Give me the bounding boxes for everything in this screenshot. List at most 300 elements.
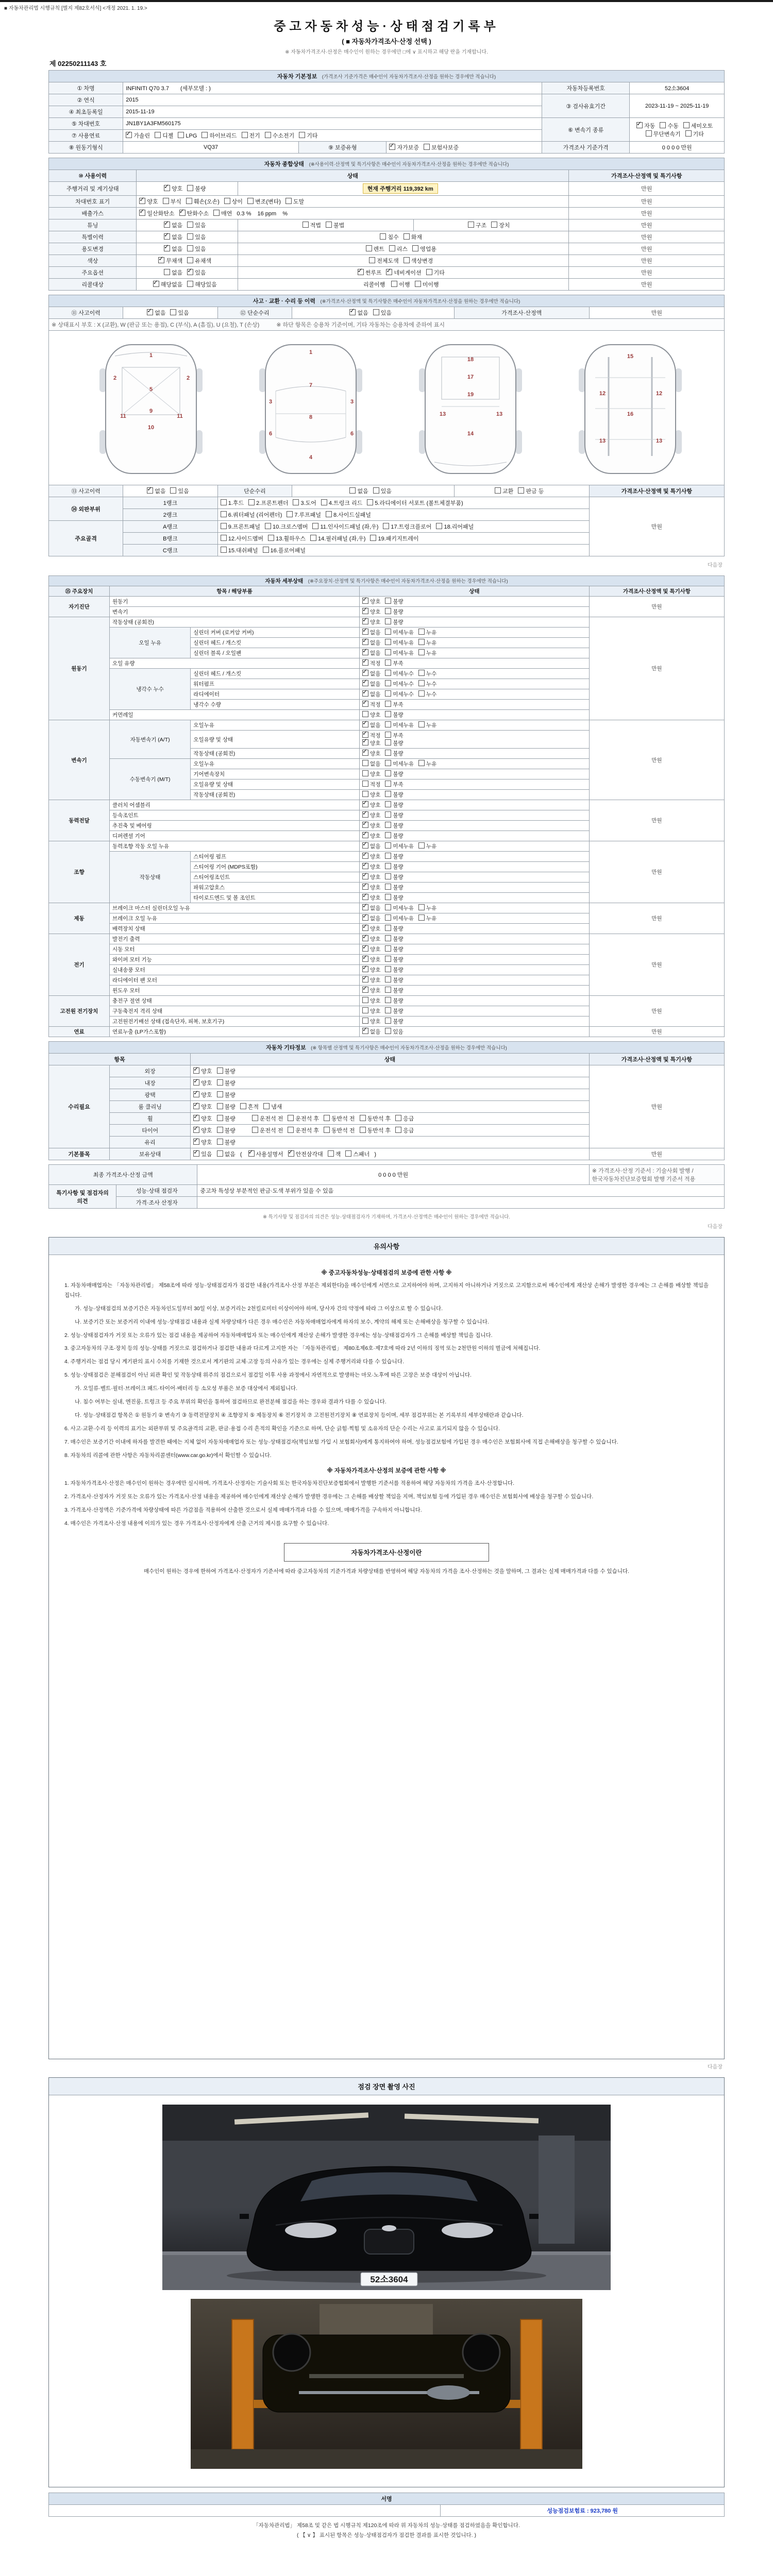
cell-text: 룸 클리닝 [138, 1104, 162, 1110]
cell-text: 오일유량 및 상태 [193, 736, 233, 743]
unchecked-checkbox-icon [288, 1115, 294, 1121]
checkbox-label: 부족 [393, 660, 404, 667]
unchecked-checkbox-icon [404, 257, 410, 263]
group-label [49, 800, 110, 841]
unchecked-checkbox-icon [418, 904, 425, 910]
checkbox-label: 17.트렁크플로어 [391, 524, 432, 530]
checkbox-label: 누수 [426, 681, 437, 687]
final-table [48, 1164, 725, 1209]
unchecked-checkbox-icon [217, 1150, 223, 1157]
checkbox-label: 있음 [195, 234, 206, 241]
svg-text:13: 13 [439, 411, 446, 417]
checked-checkbox-icon [349, 309, 356, 315]
checkbox-label: 불량 [393, 812, 404, 819]
value-cell [360, 872, 590, 883]
unchecked-checkbox-icon [187, 233, 193, 240]
checkbox-label: 2.프론트펜더 [256, 500, 289, 506]
value-cell [360, 831, 590, 841]
unchecked-checkbox-icon [683, 122, 690, 128]
checkbox-option [404, 257, 433, 265]
cell-text: 와이퍼 모터 기능 [112, 957, 152, 963]
cell-text: 타이로드엔드 및 볼 조인트 [193, 895, 256, 901]
value-cell [238, 219, 414, 231]
checkbox-option [147, 487, 165, 495]
value-cell [191, 1125, 590, 1137]
item-label [109, 1027, 359, 1037]
field-label [217, 485, 292, 497]
cell-text: 원동기 [71, 666, 87, 672]
value-cell [360, 769, 590, 779]
checkbox-label: 적정 [370, 702, 381, 708]
checkbox-label: 없음 [370, 630, 381, 636]
checkbox-label: 누수 [426, 671, 437, 677]
cell-text: 자기진단 [69, 604, 90, 610]
notice-item: 8. 자동차의 리콜에 관한 사항은 자동차리콜센터(www.car.go.kr)에서 확인할 수 있습니다. [64, 1452, 272, 1459]
checkbox-option [683, 122, 713, 130]
checkbox-option [147, 309, 165, 317]
checkbox-label: 화재 [411, 234, 423, 241]
checkbox-label: 불량 [393, 988, 404, 994]
checkbox-option [221, 546, 258, 554]
svg-text:4: 4 [309, 454, 313, 461]
checkbox-option [362, 966, 380, 974]
field-label [49, 130, 123, 142]
svg-text:9: 9 [149, 408, 153, 414]
checkbox-label: 양호 [370, 1008, 381, 1014]
field-label [109, 1089, 190, 1101]
checkbox-label: 디젤 [162, 133, 174, 139]
unchecked-checkbox-icon [395, 1127, 401, 1133]
checkbox-option [187, 268, 206, 277]
cell-text: 스티어링 기어 (MDPS포함) [193, 864, 258, 870]
unchecked-checkbox-icon [385, 629, 391, 635]
group-label [49, 617, 110, 720]
field-label [109, 1065, 190, 1077]
checkbox-option [366, 245, 384, 253]
checked-checkbox-icon [193, 1103, 199, 1109]
unchecked-checkbox-icon [217, 1103, 223, 1109]
group-label [49, 597, 110, 617]
checkbox-label: 영업용 [420, 246, 436, 252]
cell-text: 0 0 0 0 만원 [662, 145, 692, 151]
unchecked-checkbox-icon [362, 791, 368, 797]
checkbox-option [415, 280, 439, 289]
svg-text:6: 6 [350, 431, 354, 437]
note-text [589, 1165, 724, 1185]
value-cell [360, 996, 590, 1006]
checkbox-label: 유채색 [195, 258, 212, 264]
checkbox-option [418, 629, 436, 636]
value-cell [360, 607, 590, 617]
field-label [123, 509, 218, 521]
cell-text: 가격조사·산정액 및 특기사항 [621, 488, 693, 495]
checked-checkbox-icon [362, 822, 368, 828]
unchecked-checkbox-icon [217, 1067, 223, 1074]
cell-text: 연료누출 (LP가스포함) [112, 1029, 166, 1035]
checkbox-option [362, 925, 380, 933]
checkbox-option [193, 1150, 212, 1158]
cell-text: 만원 [651, 666, 662, 672]
value-cell [360, 710, 590, 720]
checkbox-option [362, 690, 380, 698]
checkbox-option [418, 670, 436, 677]
cell-text: 광택 [144, 1092, 156, 1098]
checkbox-label: 없음 [370, 916, 381, 922]
cell-text: 오일유량 및 상태 [193, 782, 233, 788]
checkbox-option [164, 245, 182, 253]
footer-line: ( 【 ∨ 】 표시된 항목은 성능·상태점검자가 점검한 결과를 표시한 것입니다. ) [296, 2532, 477, 2538]
checkbox-label: 미세누유 [393, 843, 414, 850]
checked-checkbox-icon [389, 144, 395, 150]
unchecked-checkbox-icon [287, 511, 293, 517]
item-label [191, 689, 360, 700]
checkbox-label: 양호 [201, 1128, 212, 1134]
field-label [123, 533, 218, 545]
checkbox-option [265, 522, 308, 531]
checkbox-label: 양호 [370, 936, 381, 942]
cell-text: 기어변속장치 [193, 771, 225, 777]
checkbox-label: 있음 [178, 310, 189, 316]
checkbox-label: 불량 [393, 771, 404, 777]
value-cell [360, 975, 590, 986]
checkbox-option [385, 904, 414, 912]
checkbox-label: 불량 [393, 740, 404, 747]
inline-text: ( [240, 1151, 242, 1158]
footer-line: 「자동차관리법」 제58조 및 같은 법 시행규칙 제120조에 따라 위 자동차의 성능·상태를 점검하였음을 확인합니다. [253, 2522, 520, 2529]
checkbox-label: 미세누수 [393, 671, 414, 677]
unchecked-checkbox-icon [385, 997, 391, 1003]
field-label [49, 485, 123, 497]
cell-text: 클러치 어셈블리 [112, 802, 150, 808]
checked-checkbox-icon [193, 1067, 199, 1074]
value-cell [360, 810, 590, 821]
group-label [49, 497, 123, 521]
cell-text: 1랭크 [163, 500, 178, 506]
checkbox-label: 있음 [380, 310, 392, 316]
cell-text: 배력장치 상태 [112, 926, 145, 932]
cell-text: 2015-11-19 [126, 109, 155, 115]
value-cell [360, 934, 590, 944]
value-cell [360, 790, 590, 800]
checkbox-label: 냄새 [271, 1104, 282, 1110]
unchecked-checkbox-icon [221, 535, 227, 541]
checkbox-label: 안전삼각대 [295, 1151, 323, 1158]
notice-item: 가. 성능·상태점검의 보증기간은 자동차인도일부터 30일 이상, 보증거리는 2천킬로미터 이상이어야 하며, 당사자 간의 약정에 따라 그 이상으로 할 수 있습니다. [75, 1305, 443, 1312]
checkbox-option [385, 760, 414, 768]
cell-text: 오일누유 [193, 761, 214, 767]
value-cell [123, 130, 542, 142]
field-label [109, 669, 190, 710]
checked-checkbox-icon [362, 853, 368, 859]
notice-item: 5. 성능·상태점검은 분해점검이 아닌 외관 확인 및 작동상태 위주의 점검으로서 점검일 이후 사용 과정에서 자연적으로 발생하는 마모·노후에 따른 고장은 보증 대상이 아닙니다. [64, 1372, 472, 1379]
checkbox-option [491, 221, 510, 229]
value-cell [360, 1006, 590, 1016]
cell-text: 기본품목 [68, 1151, 90, 1158]
checkbox-option [418, 649, 436, 657]
checkbox-option [370, 534, 418, 543]
checkbox-option [362, 976, 380, 984]
checkbox-option [326, 511, 371, 519]
checked-checkbox-icon [362, 629, 368, 635]
price-cell [589, 841, 724, 903]
cell-text: 만원 [641, 199, 652, 205]
unchecked-checkbox-icon [324, 1115, 330, 1121]
cell-text: 오일 유량 [112, 660, 135, 667]
cell-text: ⑭ 외판부위 [71, 506, 100, 513]
next-page-marker: 다음장 [708, 1224, 722, 1230]
item-label [109, 965, 359, 975]
cell-text: 만원 [651, 1104, 663, 1110]
item-label [109, 924, 359, 934]
checkbox-option [139, 209, 174, 217]
cell-text: 냉각수 수량 [193, 702, 221, 708]
unchecked-checkbox-icon [385, 618, 391, 624]
checkbox-label: 4.트렁크 리드 [328, 500, 363, 506]
checkbox-option [252, 1114, 283, 1123]
checkbox-option [636, 122, 655, 130]
unchecked-checkbox-icon [418, 639, 425, 645]
unchecked-checkbox-icon [385, 680, 391, 686]
group-label [49, 720, 110, 800]
unchecked-checkbox-icon [373, 487, 379, 494]
checkbox-option [418, 904, 436, 912]
footer-notes [48, 2521, 725, 2540]
checkbox-option [385, 649, 414, 657]
svg-text:11: 11 [120, 413, 126, 419]
value-cell [360, 800, 590, 810]
unchecked-checkbox-icon [252, 1115, 258, 1121]
checkbox-option [362, 670, 380, 677]
checked-checkbox-icon [362, 680, 368, 686]
checkbox-option [660, 122, 678, 130]
value-cell [360, 759, 590, 769]
cell-text: 주행거리 및 계기상태 [66, 186, 119, 192]
cell-text: 만원 [641, 234, 652, 241]
section-title: 서명 [49, 2493, 725, 2505]
item-label [109, 903, 359, 913]
checkbox-option [252, 1126, 283, 1134]
checked-checkbox-icon [193, 1091, 199, 1097]
checked-checkbox-icon [362, 945, 368, 952]
checkbox-option [224, 197, 243, 206]
checkbox-label: 6.쿼터패널 (리어펜더) [228, 512, 282, 518]
cell-text: 52소3604 [665, 86, 690, 92]
cell-text: 고전원전기배선 상태 (접속단자, 피복, 보호기구) [112, 1019, 225, 1025]
checkbox-label: 10.크로스멤버 [273, 524, 308, 530]
checkbox-label: 있음 [178, 488, 189, 495]
checked-checkbox-icon [362, 863, 368, 869]
checkbox-label: 매연 [221, 211, 232, 217]
checkbox-label: 보험사보증 [431, 145, 459, 151]
value-cell [360, 852, 590, 862]
cell-text: ⑫ 단순수리 [240, 310, 270, 316]
checkbox-option [362, 1028, 380, 1036]
unchecked-checkbox-icon [369, 257, 375, 263]
checkbox-label: 11.인사이드패널 (좌,우) [320, 524, 379, 530]
unchecked-checkbox-icon [217, 1115, 223, 1121]
notice-item: 나. 보증기간 또는 보증거리 이내에 성능·상태점검 내용과 실제 차량상태가 다른 경우 매수인은 자동차매매업자에게 하자의 보수, 계약의 해제 또는 손해배상을 청구할 수 있습니다. [75, 1318, 489, 1325]
checkbox-option [247, 197, 281, 206]
svg-text:13: 13 [496, 411, 503, 417]
field-label [49, 231, 137, 243]
value-cell [360, 903, 590, 913]
checkbox-option [349, 309, 368, 317]
unchecked-checkbox-icon [385, 966, 391, 972]
checkbox-option [426, 268, 445, 277]
checkbox-option [187, 280, 217, 289]
unchecked-checkbox-icon [385, 1018, 391, 1024]
checkbox-label: 불량 [393, 957, 404, 963]
value-cell [123, 307, 218, 319]
checkbox-label: 양호 [370, 771, 381, 777]
checkbox-label: 불량 [393, 854, 404, 860]
checkbox-option [349, 487, 368, 495]
value-cell [360, 628, 590, 638]
unchecked-checkbox-icon [263, 1103, 270, 1109]
notice-item: 3. 가격조사·산정액은 기준가격에 차량상태에 따른 가감점을 적용하여 산출한 것으로서 실제 매매가격과 다를 수 있으며, 매매가격을 구속하지 아니합니다. [64, 1507, 422, 1514]
item-label [191, 628, 360, 638]
checkbox-label: 15.대쉬패널 [228, 548, 258, 554]
cell-text: 휠 [147, 1116, 153, 1122]
checkbox-option [362, 853, 380, 860]
checkbox-label: 1.후드 [228, 500, 244, 506]
checkbox-label: 누유 [426, 640, 437, 646]
checkbox-label: 양호 [370, 874, 381, 880]
checkbox-option [395, 1126, 414, 1134]
unchecked-checkbox-icon [345, 1150, 351, 1157]
checkbox-label: 없음 [171, 270, 183, 276]
cell-text: 실내송풍 모터 [112, 967, 145, 973]
cell-text: 동력전달 [69, 818, 90, 824]
checkbox-option [288, 1126, 319, 1134]
checkbox-label: 불량 [393, 926, 404, 932]
column-header [589, 485, 724, 497]
checkbox-label: 누유 [426, 905, 437, 911]
cell-text: 시동 모터 [112, 946, 135, 953]
cell-text: 라디에이터 [193, 691, 220, 698]
checked-checkbox-icon [248, 1150, 255, 1157]
cell-text: 실린더 헤드 / 개스킷 [193, 671, 242, 677]
svg-text:3: 3 [268, 399, 273, 405]
value-cell [360, 658, 590, 669]
cell-text: 윈도우 모터 [112, 988, 140, 994]
checkbox-label: 양호 [201, 1092, 212, 1098]
checkbox-label: 불량 [224, 1092, 236, 1098]
inspection-photo-underbody [58, 2299, 715, 2470]
cell-text: 2랭크 [163, 512, 178, 518]
checkbox-label: 적정 [370, 660, 381, 667]
field-label [116, 1185, 197, 1197]
unchecked-checkbox-icon [424, 144, 430, 150]
price-cell [569, 196, 725, 208]
checkbox-label: 동반석 후 [367, 1116, 391, 1122]
cell-text: 주요옵션 [81, 270, 104, 276]
cell-text: 원동기 [112, 599, 128, 605]
item-label [191, 700, 360, 710]
value-cell [360, 1016, 590, 1027]
cell-text: 실린더 커버 (로커암 커버) [193, 630, 254, 636]
checkbox-label: 상이 [231, 199, 243, 205]
unchecked-checkbox-icon [252, 1127, 258, 1133]
unchecked-checkbox-icon [385, 608, 391, 614]
checkbox-label: 누유 [426, 630, 437, 636]
cell-text: 만원 [641, 211, 652, 217]
cell-text: 조향 [74, 869, 85, 875]
checkbox-option [187, 257, 211, 265]
field-label [109, 1101, 190, 1113]
value-cell [360, 965, 590, 975]
cell-text: 고전원 전기장치 [60, 1008, 98, 1014]
cell-text: 오일누유 [193, 722, 214, 728]
checkbox-label: 해당있음 [195, 282, 217, 288]
cell-text: 중고차 특성상 부분적인 판금·도색 부위가 있을 수 있음 [200, 1188, 334, 1194]
checkbox-label: 불량 [393, 936, 404, 942]
checkbox-label: 미세누유 [393, 905, 414, 911]
checkbox-label: 부식 [170, 199, 181, 205]
value-cell [123, 82, 542, 94]
price-cell [589, 307, 724, 319]
notice-item: 3. 중고자동차의 구조·장치 등의 성능·상태를 거짓으로 점검하거나 점검한 내용과 다르게 고지한 자는 「자동차관리법」 제80조제6호·제7호에 따라 2년 이하의 징역 또는 2천만원 이하의 벌금에 처해집니다. [64, 1345, 541, 1352]
checkbox-option [362, 956, 380, 963]
unchecked-checkbox-icon [385, 739, 391, 745]
item-label [191, 779, 360, 790]
value-cell [360, 669, 590, 679]
checkbox-option [646, 130, 681, 138]
field-label [109, 1125, 190, 1137]
cell-text: 만원 [651, 916, 662, 922]
checkbox-option [345, 1150, 369, 1158]
checkbox-option [385, 770, 403, 778]
basic-table [48, 70, 725, 154]
price-cell [569, 208, 725, 219]
cell-text: 실린더 블록 / 오일팬 [193, 650, 242, 656]
signature-section [48, 2493, 725, 2517]
unchecked-checkbox-icon [385, 598, 391, 604]
checked-checkbox-icon [193, 1127, 199, 1133]
checkbox-label: 장치 [499, 223, 510, 229]
checkbox-option [385, 739, 403, 747]
checkbox-label: 없음 [370, 691, 381, 698]
column-header [191, 1054, 590, 1065]
field-label [49, 118, 123, 130]
unchecked-checkbox-icon [418, 914, 425, 921]
cell-text: 상태 [384, 1057, 396, 1063]
cell-text: 전기 [74, 962, 85, 968]
checkbox-label: 양호 [171, 186, 183, 192]
cell-text: 만원 [641, 223, 652, 229]
item-label [109, 658, 359, 669]
cell-text: 연료 [74, 1029, 85, 1035]
checkbox-label: 8.사이드실패널 [333, 512, 371, 518]
cell-text: 만원 [641, 246, 652, 252]
svg-text:7: 7 [309, 382, 313, 388]
unchecked-checkbox-icon [385, 976, 391, 982]
unchecked-checkbox-icon [385, 781, 391, 787]
checked-checkbox-icon [193, 1139, 199, 1145]
price-cell [589, 720, 724, 800]
cell-text: C랭크 [162, 548, 178, 554]
checkbox-option [391, 280, 410, 289]
value-cell [217, 509, 589, 521]
checkbox-label: 적법 [310, 223, 321, 229]
checkbox-option [326, 221, 344, 229]
field-label [49, 219, 137, 231]
value-cell [292, 485, 454, 497]
value-cell [360, 638, 590, 648]
unchecked-checkbox-icon [385, 894, 391, 900]
checkbox-label: 응급 [403, 1128, 414, 1134]
checkbox-option [324, 1126, 355, 1134]
